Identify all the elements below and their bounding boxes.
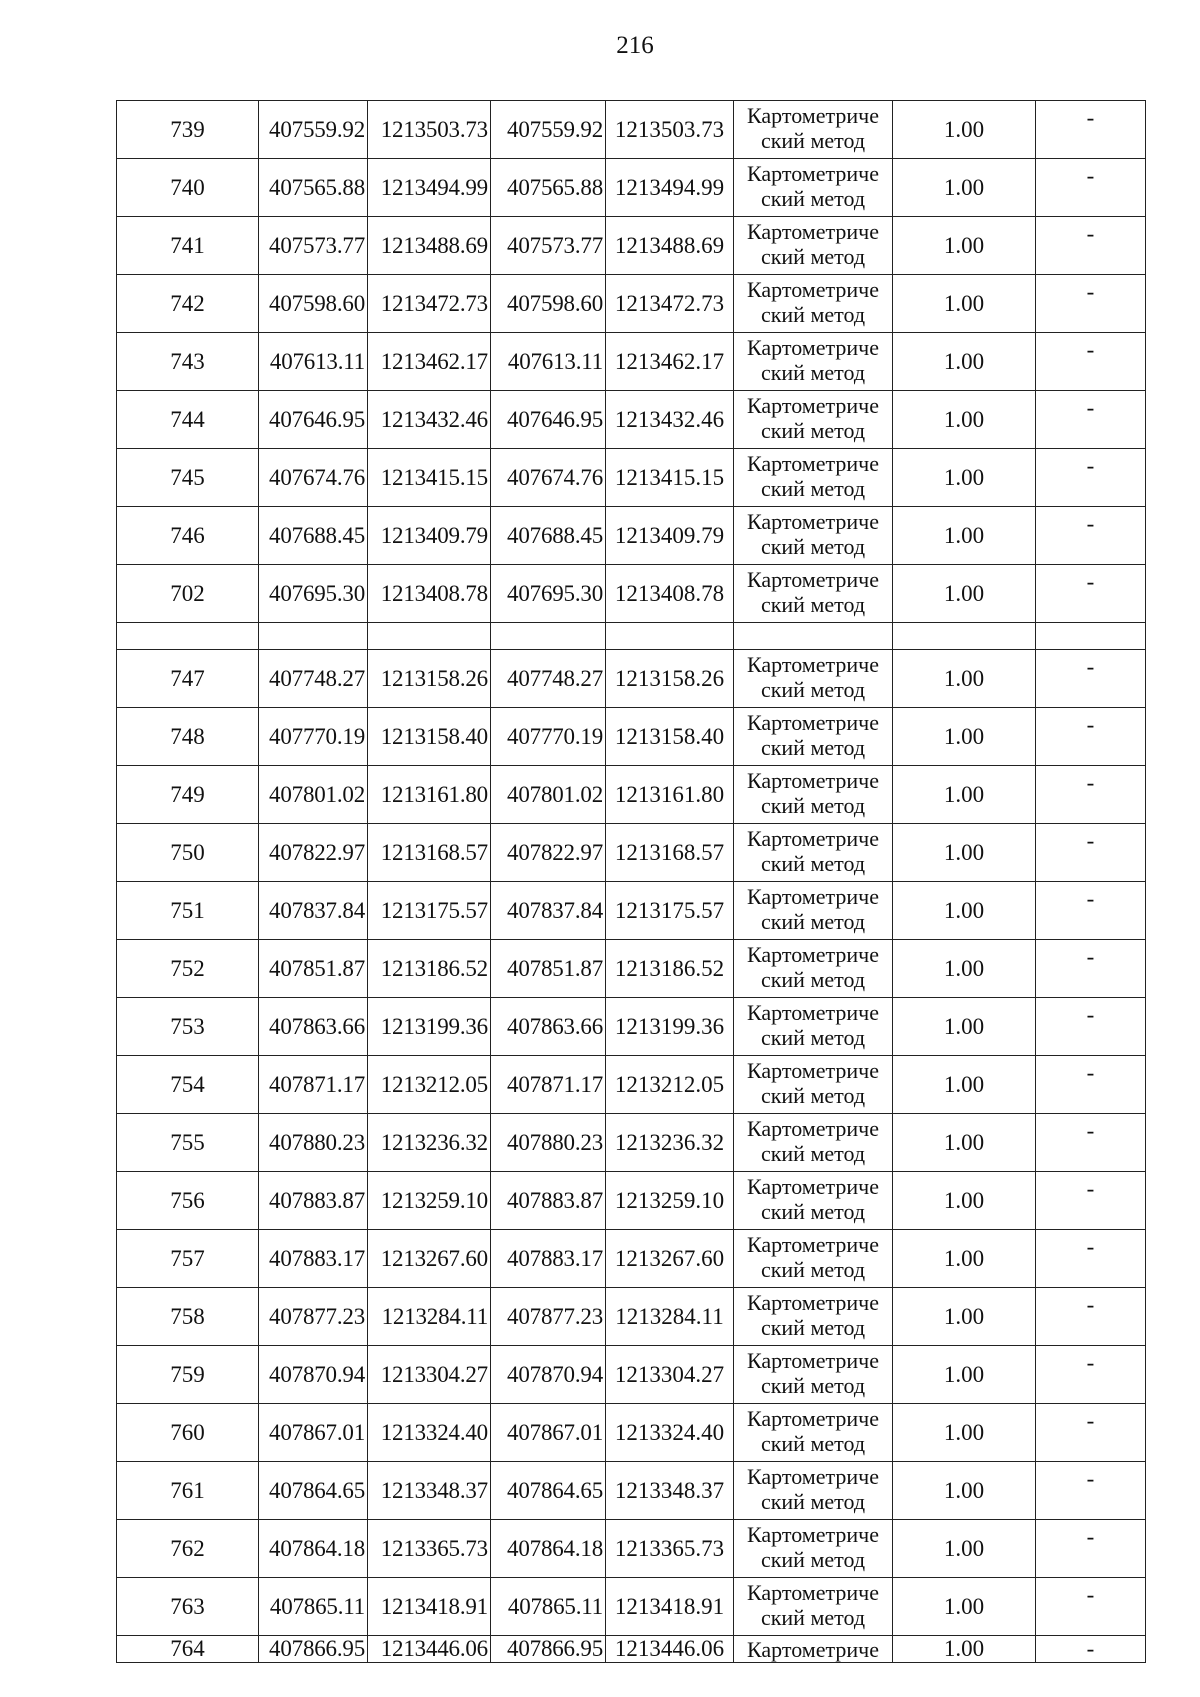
x-existing-cell: 407871.17 <box>259 1056 368 1114</box>
point-number-cell: 740 <box>117 159 259 217</box>
accuracy-cell: 1.00 <box>893 101 1036 159</box>
y-refined-cell: 1213348.37 <box>606 1462 734 1520</box>
note-cell: - <box>1036 940 1146 998</box>
x-existing-cell: 407870.94 <box>259 1346 368 1404</box>
method-cell: Картометриче ский метод <box>734 217 893 275</box>
note-cell: - <box>1036 766 1146 824</box>
y-refined-cell: 1213503.73 <box>606 101 734 159</box>
y-refined-cell: 1213284.11 <box>606 1288 734 1346</box>
x-existing-cell: 407801.02 <box>259 766 368 824</box>
point-number-cell: 746 <box>117 507 259 565</box>
table-row <box>117 159 1146 217</box>
accuracy-cell: 1.00 <box>893 333 1036 391</box>
x-existing-cell: 407880.23 <box>259 1114 368 1172</box>
x-refined-cell: 407864.18 <box>491 1520 606 1578</box>
y-refined-cell: 1213236.32 <box>606 1114 734 1172</box>
note-cell: - <box>1036 1056 1146 1114</box>
point-number-cell: 757 <box>117 1230 259 1288</box>
accuracy-cell: 1.00 <box>893 998 1036 1056</box>
y-existing-cell: 1213348.37 <box>368 1462 491 1520</box>
note-cell: - <box>1036 1404 1146 1462</box>
accuracy-cell: 1.00 <box>893 1636 1036 1663</box>
x-refined-cell: 407748.27 <box>491 650 606 708</box>
accuracy-cell: 1.00 <box>893 1346 1036 1404</box>
point-number-cell: 762 <box>117 1520 259 1578</box>
point-number-cell: 741 <box>117 217 259 275</box>
y-existing-cell: 1213259.10 <box>368 1172 491 1230</box>
x-existing-cell: 407866.95 <box>259 1636 368 1663</box>
x-existing-cell: 407863.66 <box>259 998 368 1056</box>
accuracy-cell: 1.00 <box>893 275 1036 333</box>
table-row <box>117 333 1146 391</box>
table-row <box>117 1056 1146 1114</box>
note-cell: - <box>1036 708 1146 766</box>
accuracy-cell: 1.00 <box>893 1520 1036 1578</box>
method-cell: Картометриче <box>734 1636 893 1663</box>
note-cell: - <box>1036 159 1146 217</box>
y-refined-cell: 1213409.79 <box>606 507 734 565</box>
x-refined-cell: 407880.23 <box>491 1114 606 1172</box>
method-cell: Картометриче ский метод <box>734 824 893 882</box>
note-cell: - <box>1036 650 1146 708</box>
x-refined-cell: 407877.23 <box>491 1288 606 1346</box>
note-cell: - <box>1036 1636 1146 1663</box>
x-refined-cell: 407864.65 <box>491 1462 606 1520</box>
x-existing-cell: 407573.77 <box>259 217 368 275</box>
method-cell: Картометриче ский метод <box>734 882 893 940</box>
x-existing-cell: 407837.84 <box>259 882 368 940</box>
table-row <box>117 1636 1146 1663</box>
method-cell: Картометриче ский метод <box>734 159 893 217</box>
y-refined-cell: 1213158.40 <box>606 708 734 766</box>
table-gap-row <box>117 623 1146 650</box>
table-row <box>117 766 1146 824</box>
y-refined-cell: 1213161.80 <box>606 766 734 824</box>
x-refined-cell: 407865.11 <box>491 1578 606 1636</box>
method-cell: Картометриче ский метод <box>734 708 893 766</box>
y-existing-cell: 1213161.80 <box>368 766 491 824</box>
y-refined-cell: 1213488.69 <box>606 217 734 275</box>
x-existing-cell: 407688.45 <box>259 507 368 565</box>
x-existing-cell: 407877.23 <box>259 1288 368 1346</box>
accuracy-cell: 1.00 <box>893 159 1036 217</box>
table-row <box>117 507 1146 565</box>
table-body <box>117 101 1146 1663</box>
table-row <box>117 449 1146 507</box>
table-row <box>117 1114 1146 1172</box>
table-row <box>117 708 1146 766</box>
x-existing-cell: 407864.18 <box>259 1520 368 1578</box>
method-cell: Картометриче ский метод <box>734 449 893 507</box>
y-refined-cell: 1213418.91 <box>606 1578 734 1636</box>
point-number-cell: 750 <box>117 824 259 882</box>
x-refined-cell: 407646.95 <box>491 391 606 449</box>
point-number-cell: 749 <box>117 766 259 824</box>
y-existing-cell: 1213158.26 <box>368 650 491 708</box>
y-existing-cell: 1213409.79 <box>368 507 491 565</box>
point-number-cell: 760 <box>117 1404 259 1462</box>
x-existing-cell: 407864.65 <box>259 1462 368 1520</box>
table-row <box>117 650 1146 708</box>
x-refined-cell: 407801.02 <box>491 766 606 824</box>
x-refined-cell: 407598.60 <box>491 275 606 333</box>
table-row <box>117 1346 1146 1404</box>
y-existing-cell: 1213415.15 <box>368 449 491 507</box>
table-row <box>117 275 1146 333</box>
note-cell: - <box>1036 882 1146 940</box>
y-refined-cell: 1213494.99 <box>606 159 734 217</box>
y-refined-cell: 1213472.73 <box>606 275 734 333</box>
x-refined-cell: 407613.11 <box>491 333 606 391</box>
x-refined-cell: 407674.76 <box>491 449 606 507</box>
table-row <box>117 1462 1146 1520</box>
accuracy-cell: 1.00 <box>893 708 1036 766</box>
y-existing-cell: 1213408.78 <box>368 565 491 623</box>
x-refined-cell: 407851.87 <box>491 940 606 998</box>
page-number: 216 <box>616 32 654 59</box>
note-cell: - <box>1036 998 1146 1056</box>
x-existing-cell: 407865.11 <box>259 1578 368 1636</box>
x-existing-cell: 407883.87 <box>259 1172 368 1230</box>
y-existing-cell: 1213418.91 <box>368 1578 491 1636</box>
note-cell: - <box>1036 217 1146 275</box>
table-row <box>117 1578 1146 1636</box>
method-cell: Картометриче ский метод <box>734 1172 893 1230</box>
point-number-cell: 747 <box>117 650 259 708</box>
x-refined-cell: 407695.30 <box>491 565 606 623</box>
method-cell: Картометриче ский метод <box>734 1114 893 1172</box>
method-cell: Картометриче ский метод <box>734 1520 893 1578</box>
accuracy-cell: 1.00 <box>893 449 1036 507</box>
point-number-cell: 751 <box>117 882 259 940</box>
note-cell: - <box>1036 391 1146 449</box>
y-existing-cell: 1213324.40 <box>368 1404 491 1462</box>
x-existing-cell: 407851.87 <box>259 940 368 998</box>
y-refined-cell: 1213432.46 <box>606 391 734 449</box>
method-cell: Картометриче ский метод <box>734 333 893 391</box>
y-refined-cell: 1213304.27 <box>606 1346 734 1404</box>
note-cell: - <box>1036 1520 1146 1578</box>
note-cell: - <box>1036 1578 1146 1636</box>
note-cell: - <box>1036 101 1146 159</box>
method-cell: Картометриче ский метод <box>734 1230 893 1288</box>
accuracy-cell: 1.00 <box>893 824 1036 882</box>
empty-cell <box>368 623 491 650</box>
y-refined-cell: 1213168.57 <box>606 824 734 882</box>
accuracy-cell: 1.00 <box>893 882 1036 940</box>
y-refined-cell: 1213365.73 <box>606 1520 734 1578</box>
y-refined-cell: 1213158.26 <box>606 650 734 708</box>
x-refined-cell: 407770.19 <box>491 708 606 766</box>
table-row <box>117 1288 1146 1346</box>
method-cell: Картометриче ский метод <box>734 507 893 565</box>
x-existing-cell: 407674.76 <box>259 449 368 507</box>
method-cell: Картометриче ский метод <box>734 1056 893 1114</box>
note-cell: - <box>1036 1288 1146 1346</box>
x-existing-cell: 407867.01 <box>259 1404 368 1462</box>
empty-cell <box>491 623 606 650</box>
accuracy-cell: 1.00 <box>893 1056 1036 1114</box>
method-cell: Картометриче ский метод <box>734 1288 893 1346</box>
note-cell: - <box>1036 449 1146 507</box>
y-existing-cell: 1213175.57 <box>368 882 491 940</box>
y-existing-cell: 1213503.73 <box>368 101 491 159</box>
x-refined-cell: 407870.94 <box>491 1346 606 1404</box>
empty-cell <box>606 623 734 650</box>
point-number-cell: 755 <box>117 1114 259 1172</box>
table-row <box>117 101 1146 159</box>
table-row <box>117 940 1146 998</box>
y-existing-cell: 1213212.05 <box>368 1056 491 1114</box>
note-cell: - <box>1036 824 1146 882</box>
table-row <box>117 882 1146 940</box>
method-cell: Картометриче ский метод <box>734 275 893 333</box>
x-existing-cell: 407770.19 <box>259 708 368 766</box>
x-refined-cell: 407837.84 <box>491 882 606 940</box>
x-refined-cell: 407565.88 <box>491 159 606 217</box>
table-row <box>117 1520 1146 1578</box>
note-cell: - <box>1036 1346 1146 1404</box>
empty-cell <box>117 623 259 650</box>
accuracy-cell: 1.00 <box>893 1288 1036 1346</box>
y-refined-cell: 1213186.52 <box>606 940 734 998</box>
point-number-cell: 758 <box>117 1288 259 1346</box>
point-number-cell: 742 <box>117 275 259 333</box>
x-refined-cell: 407688.45 <box>491 507 606 565</box>
empty-cell <box>259 623 368 650</box>
accuracy-cell: 1.00 <box>893 565 1036 623</box>
point-number-cell: 739 <box>117 101 259 159</box>
x-refined-cell: 407867.01 <box>491 1404 606 1462</box>
accuracy-cell: 1.00 <box>893 1114 1036 1172</box>
y-existing-cell: 1213236.32 <box>368 1114 491 1172</box>
table-row <box>117 391 1146 449</box>
accuracy-cell: 1.00 <box>893 1404 1036 1462</box>
accuracy-cell: 1.00 <box>893 1578 1036 1636</box>
table-row <box>117 217 1146 275</box>
accuracy-cell: 1.00 <box>893 650 1036 708</box>
x-refined-cell: 407559.92 <box>491 101 606 159</box>
y-existing-cell: 1213186.52 <box>368 940 491 998</box>
method-cell: Картометриче ский метод <box>734 650 893 708</box>
point-number-cell: 759 <box>117 1346 259 1404</box>
x-refined-cell: 407573.77 <box>491 217 606 275</box>
table-row <box>117 1172 1146 1230</box>
y-existing-cell: 1213199.36 <box>368 998 491 1056</box>
y-refined-cell: 1213175.57 <box>606 882 734 940</box>
x-refined-cell: 407866.95 <box>491 1636 606 1663</box>
y-refined-cell: 1213415.15 <box>606 449 734 507</box>
point-number-cell: 702 <box>117 565 259 623</box>
point-number-cell: 752 <box>117 940 259 998</box>
empty-cell <box>893 623 1036 650</box>
y-existing-cell: 1213472.73 <box>368 275 491 333</box>
y-refined-cell: 1213267.60 <box>606 1230 734 1288</box>
method-cell: Картометриче ский метод <box>734 1404 893 1462</box>
point-number-cell: 743 <box>117 333 259 391</box>
point-number-cell: 761 <box>117 1462 259 1520</box>
x-refined-cell: 407883.87 <box>491 1172 606 1230</box>
note-cell: - <box>1036 507 1146 565</box>
y-existing-cell: 1213284.11 <box>368 1288 491 1346</box>
empty-cell <box>1036 623 1146 650</box>
y-existing-cell: 1213488.69 <box>368 217 491 275</box>
y-existing-cell: 1213432.46 <box>368 391 491 449</box>
y-existing-cell: 1213462.17 <box>368 333 491 391</box>
point-number-cell: 753 <box>117 998 259 1056</box>
y-refined-cell: 1213446.06 <box>606 1636 734 1663</box>
point-number-cell: 744 <box>117 391 259 449</box>
note-cell: - <box>1036 333 1146 391</box>
point-number-cell: 745 <box>117 449 259 507</box>
x-existing-cell: 407598.60 <box>259 275 368 333</box>
table-row <box>117 1404 1146 1462</box>
x-refined-cell: 407822.97 <box>491 824 606 882</box>
method-cell: Картометриче ский метод <box>734 1578 893 1636</box>
method-cell: Картометриче ский метод <box>734 565 893 623</box>
accuracy-cell: 1.00 <box>893 766 1036 824</box>
method-cell: Картометриче ский метод <box>734 1462 893 1520</box>
note-cell: - <box>1036 1462 1146 1520</box>
note-cell: - <box>1036 1172 1146 1230</box>
x-existing-cell: 407559.92 <box>259 101 368 159</box>
point-number-cell: 754 <box>117 1056 259 1114</box>
table-row <box>117 1230 1146 1288</box>
coordinates-table <box>116 100 1146 1663</box>
x-existing-cell: 407695.30 <box>259 565 368 623</box>
x-refined-cell: 407871.17 <box>491 1056 606 1114</box>
x-refined-cell: 407863.66 <box>491 998 606 1056</box>
y-existing-cell: 1213158.40 <box>368 708 491 766</box>
accuracy-cell: 1.00 <box>893 940 1036 998</box>
point-number-cell: 748 <box>117 708 259 766</box>
empty-cell <box>734 623 893 650</box>
y-existing-cell: 1213446.06 <box>368 1636 491 1663</box>
method-cell: Картометриче ский метод <box>734 940 893 998</box>
y-refined-cell: 1213324.40 <box>606 1404 734 1462</box>
point-number-cell: 764 <box>117 1636 259 1663</box>
x-existing-cell: 407565.88 <box>259 159 368 217</box>
note-cell: - <box>1036 1230 1146 1288</box>
method-cell: Картометриче ский метод <box>734 766 893 824</box>
table-row <box>117 565 1146 623</box>
y-refined-cell: 1213408.78 <box>606 565 734 623</box>
y-refined-cell: 1213462.17 <box>606 333 734 391</box>
point-number-cell: 763 <box>117 1578 259 1636</box>
accuracy-cell: 1.00 <box>893 507 1036 565</box>
y-existing-cell: 1213267.60 <box>368 1230 491 1288</box>
x-existing-cell: 407883.17 <box>259 1230 368 1288</box>
y-existing-cell: 1213365.73 <box>368 1520 491 1578</box>
y-existing-cell: 1213304.27 <box>368 1346 491 1404</box>
x-existing-cell: 407748.27 <box>259 650 368 708</box>
x-refined-cell: 407883.17 <box>491 1230 606 1288</box>
table-row <box>117 824 1146 882</box>
method-cell: Картометриче ский метод <box>734 998 893 1056</box>
note-cell: - <box>1036 1114 1146 1172</box>
y-refined-cell: 1213199.36 <box>606 998 734 1056</box>
accuracy-cell: 1.00 <box>893 391 1036 449</box>
note-cell: - <box>1036 275 1146 333</box>
x-existing-cell: 407646.95 <box>259 391 368 449</box>
x-existing-cell: 407822.97 <box>259 824 368 882</box>
accuracy-cell: 1.00 <box>893 1462 1036 1520</box>
y-existing-cell: 1213168.57 <box>368 824 491 882</box>
y-existing-cell: 1213494.99 <box>368 159 491 217</box>
method-cell: Картометриче ский метод <box>734 101 893 159</box>
y-refined-cell: 1213212.05 <box>606 1056 734 1114</box>
y-refined-cell: 1213259.10 <box>606 1172 734 1230</box>
accuracy-cell: 1.00 <box>893 1172 1036 1230</box>
note-cell: - <box>1036 565 1146 623</box>
accuracy-cell: 1.00 <box>893 1230 1036 1288</box>
x-existing-cell: 407613.11 <box>259 333 368 391</box>
method-cell: Картометриче ский метод <box>734 1346 893 1404</box>
accuracy-cell: 1.00 <box>893 217 1036 275</box>
point-number-cell: 756 <box>117 1172 259 1230</box>
table-row <box>117 998 1146 1056</box>
method-cell: Картометриче ский метод <box>734 391 893 449</box>
